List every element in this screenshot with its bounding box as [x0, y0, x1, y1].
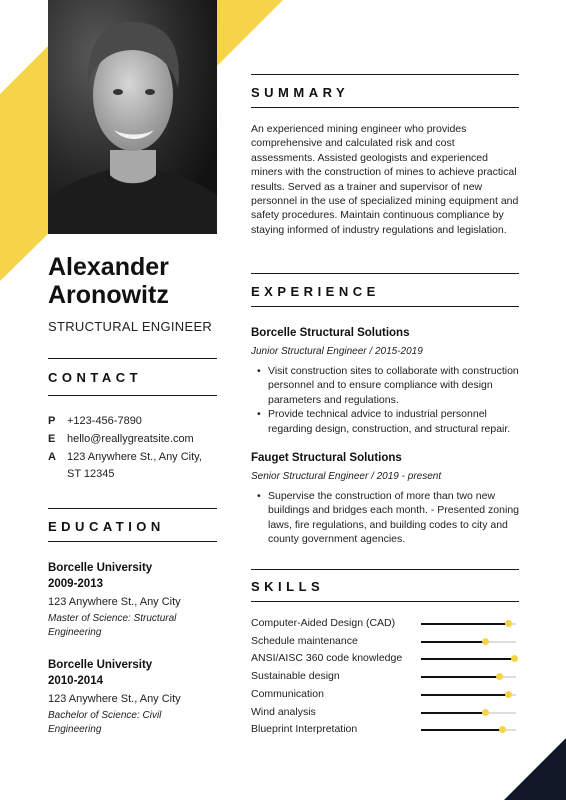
skill-level-fill [421, 676, 499, 678]
address-line-2: ST 12345 [67, 468, 115, 480]
job-role: Junior Structural Engineer / 2015-2019 [251, 346, 423, 357]
experience-item [251, 325, 521, 436]
divider [251, 569, 519, 570]
skill-level-fill [421, 641, 485, 643]
skill-level-fill [421, 712, 485, 714]
skill-level-knob [496, 673, 503, 680]
skill-name: Computer-Aided Design (CAD) [251, 617, 396, 629]
profile-name [48, 253, 169, 309]
skill-level-fill [421, 729, 502, 731]
skill-name: Schedule maintenance [251, 634, 358, 647]
skill-name: Wind analysis [251, 705, 316, 718]
email-value: hello@reallygreatsite.com [67, 433, 194, 445]
divider [251, 273, 519, 274]
experience-item [251, 450, 521, 547]
education-address: 123 Anywhere St., Any City [48, 596, 181, 608]
skill-level-knob [505, 620, 512, 627]
job-bullet: • Supervise the construction of more than two new buildings and bridges each month. - Presented zoning laws, fire regulations, and building codes to city and county government agencies. [251, 489, 521, 547]
skill-level-bar [421, 676, 516, 678]
education-school: Borcelle University [48, 659, 153, 671]
skill-level-knob [505, 691, 512, 698]
divider [251, 306, 519, 307]
contact-phone [48, 413, 217, 430]
address-value [67, 449, 217, 483]
skill-level-bar [421, 641, 516, 643]
divider [48, 395, 217, 396]
contact-heading: CONTACT [48, 370, 143, 385]
skill-row [251, 651, 519, 668]
education-item [48, 657, 213, 737]
divider [251, 601, 519, 602]
skill-level-bar [421, 712, 516, 714]
divider [48, 541, 217, 542]
skill-level-bar [421, 694, 516, 696]
skill-name: Sustainable design [251, 670, 340, 683]
education-school: Borcelle University [48, 562, 153, 574]
phone-key: P [48, 415, 56, 427]
skill-level-knob [482, 709, 489, 716]
contact-address [48, 449, 217, 483]
skill-level-fill [421, 694, 508, 696]
skill-row [251, 687, 519, 704]
phone-value: +123-456-7890 [67, 415, 142, 427]
yellow-stripe-shape [217, 0, 283, 66]
job-company: Borcelle Structural Solutions [251, 327, 410, 339]
education-years: 2010-2014 [48, 675, 103, 687]
skill-level-bar [421, 623, 516, 625]
skill-level-bar [421, 729, 516, 731]
summary-text: An experienced mining engineer who provides comprehensive and calculated risk and cost assessments. Assisted geologists and experienced miners with the construction of mines to achieve practical results. Served as a trainer and supervisor of new personnel in the use of specialized mining equipment and safety procedures. Maintain continuous compliance by staying informed of industry regulations and legislation. [251, 123, 519, 236]
divider [251, 74, 519, 75]
skills-heading: SKILLS [251, 579, 325, 594]
corner-triangle-shape [504, 738, 566, 800]
skill-row [251, 722, 519, 739]
skill-level-bar [421, 658, 516, 660]
education-address: 123 Anywhere St., Any City [48, 693, 181, 705]
education-degree: Bachelor of Science: Civil Engineering [48, 710, 162, 735]
education-years: 2009-2013 [48, 578, 103, 590]
skill-row [251, 634, 519, 651]
contact-email [48, 431, 217, 448]
job-role: Senior Structural Engineer / 2019 - present [251, 471, 442, 482]
education-heading: EDUCATION [48, 519, 165, 534]
last-name: Aronowitz [48, 281, 169, 309]
skill-row [251, 616, 519, 633]
skill-level-knob [511, 655, 518, 662]
address-line-1: 123 Anywhere St., Any City, [67, 451, 202, 463]
divider [48, 358, 217, 359]
job-bullet: • Provide technical advice to industrial personnel regarding design, construction, and structural repair. [251, 407, 521, 436]
skill-name: ANSI/AISC 360 code knowledge [251, 652, 403, 665]
experience-heading: EXPERIENCE [251, 284, 380, 299]
skill-level-knob [499, 726, 506, 733]
job-bullet: • Visit construction sites to collaborate with construction personnel and to ensure compliance with design parameters and regulations. [251, 364, 521, 407]
email-key: E [48, 433, 56, 445]
skill-row [251, 705, 519, 722]
education-degree: Master of Science: Structural Engineering [48, 613, 177, 638]
divider [48, 508, 217, 509]
profile-photo [48, 0, 217, 234]
yellow-stripe-shape [0, 46, 48, 281]
skill-name: Blueprint Interpretation [251, 723, 358, 736]
education-item [48, 560, 213, 640]
summary-heading: SUMMARY [251, 85, 350, 100]
job-company: Fauget Structural Solutions [251, 452, 402, 464]
job-bullets [251, 489, 521, 547]
first-name: Alexander [48, 253, 169, 281]
skill-name: Communication [251, 687, 324, 700]
skill-level-fill [421, 623, 508, 625]
divider [251, 107, 519, 108]
skill-level-knob [482, 638, 489, 645]
profile-title: STRUCTURAL ENGINEER [48, 319, 213, 334]
job-bullets [251, 364, 521, 436]
address-key: A [48, 451, 56, 463]
skill-row [251, 669, 519, 686]
skill-level-fill [421, 658, 514, 660]
